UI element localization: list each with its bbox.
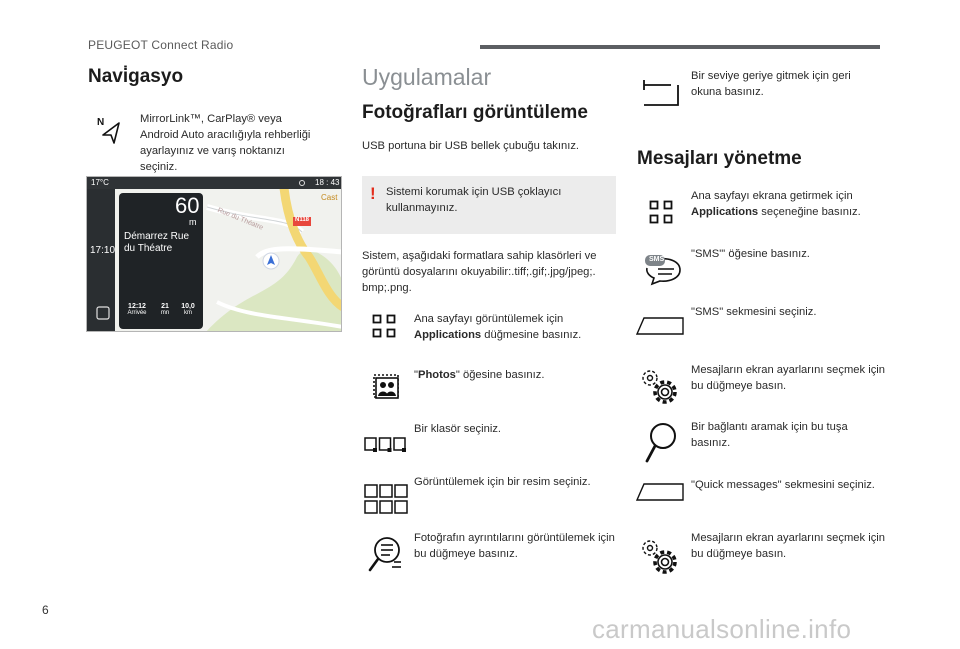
messages-heading: Mesajları yönetme (637, 148, 802, 169)
formats-text: Sistem, aşağıdaki formatlara sahip klasörleri ve görüntü dosyalarını okuyabilir:.tiff;.gif;.jpg/jpeg;. bmp;.png. (362, 250, 597, 294)
back-text: Bir seviye geriye gitmek için geri okuna basınız. (691, 70, 851, 98)
settings-gears-icon (638, 366, 682, 406)
sms-icon-label: SMS (649, 256, 665, 263)
running-header: PEUGEOT Connect Radio (88, 38, 234, 52)
search-icon (644, 422, 678, 464)
images-grid-icon (364, 484, 408, 514)
page-number: 6 (42, 603, 49, 617)
msg-step-display-settings-2: Mesajların ekran ayarlarını seçmek için bu düğmeye basın. (691, 532, 885, 560)
watermark: carmanualsonline.info (592, 614, 852, 644)
navigation-screenshot (86, 176, 342, 332)
screen-minutes: 21 mn (160, 303, 170, 316)
screen-time: 18 : 43 (315, 178, 340, 187)
settings-gears-icon (638, 536, 682, 576)
screen-distance-unit: m (189, 217, 197, 227)
step-photos: "Photos" öğesine basınız. (414, 369, 545, 381)
screen-instruction: Démarrez Rue du Théatre (124, 231, 190, 254)
tab-icon (636, 316, 684, 336)
step-image: Görüntülemek için bir resim seçiniz. (414, 476, 591, 488)
screen-arrival: 12:12 Arrivée (127, 303, 147, 316)
svg-text:N: N (97, 117, 105, 128)
applications-heading: Uygulamalar (362, 64, 492, 90)
photo-details-icon (368, 536, 402, 572)
screen-kilometers: 10,0 km (181, 303, 195, 316)
sms-icon (642, 252, 682, 286)
back-arrow-icon (641, 78, 681, 108)
navigation-icon (95, 116, 125, 146)
screen-place-label: Cast (321, 193, 338, 202)
photos-icon (370, 372, 400, 400)
usb-text: USB portuna bir USB bellek çubuğu takınız. (362, 140, 580, 152)
msg-step-applications: Ana sayfayı ekrana getirmek için Applications seçeneğine basınız. (691, 190, 861, 218)
nav-heading: Navi̇gasyo (88, 66, 184, 87)
photos-heading: Fotoğrafları görüntüleme (362, 102, 588, 123)
step-applications: Ana sayfayı görüntülemek için Applications düğmesine basınız. (414, 313, 582, 341)
nav-description: MirrorLink™, CarPlay® veya Android Auto aracılığıyla rehberliği ayarlayınız ve varış noktanızı seçiniz. (140, 113, 311, 173)
screen-distance: 60 (175, 193, 200, 218)
msg-step-display-settings: Mesajların ekran ayarlarını seçmek için bu düğmeye basın. (691, 364, 885, 392)
msg-step-search-contact: Bir bağlantı aramak için bu tuşa basınız. (691, 421, 848, 449)
screen-road-label: N118 (295, 217, 310, 223)
usb-warning-text: Sistemi korumak için USB çoklayıcı kullanmayınız. (386, 186, 562, 214)
step-folder: Bir klasör seçiniz. (414, 423, 502, 435)
usb-warning-note (362, 176, 616, 234)
msg-step-quick-messages: "Quick messages" sekmesini seçiniz. (691, 479, 875, 491)
screen-temp: 17°C (91, 178, 109, 187)
folders-icon (364, 436, 406, 454)
header-rule (480, 45, 880, 49)
msg-step-sms-tab: "SMS" sekmesini seçiniz. (691, 306, 817, 318)
tab-icon (636, 482, 684, 502)
step-details: Fotoğrafın ayrıntılarını görüntülemek için bu düğmeye basınız. (414, 532, 615, 560)
warning-icon: ! (370, 184, 376, 203)
msg-step-sms: "SMS"' öğesine basınız. (691, 248, 810, 260)
screen-clock: 17:10 (90, 245, 116, 256)
applications-grid-icon (372, 314, 396, 338)
screen-street-label: Rue du Théatre (216, 207, 264, 232)
applications-grid-icon (649, 200, 673, 224)
